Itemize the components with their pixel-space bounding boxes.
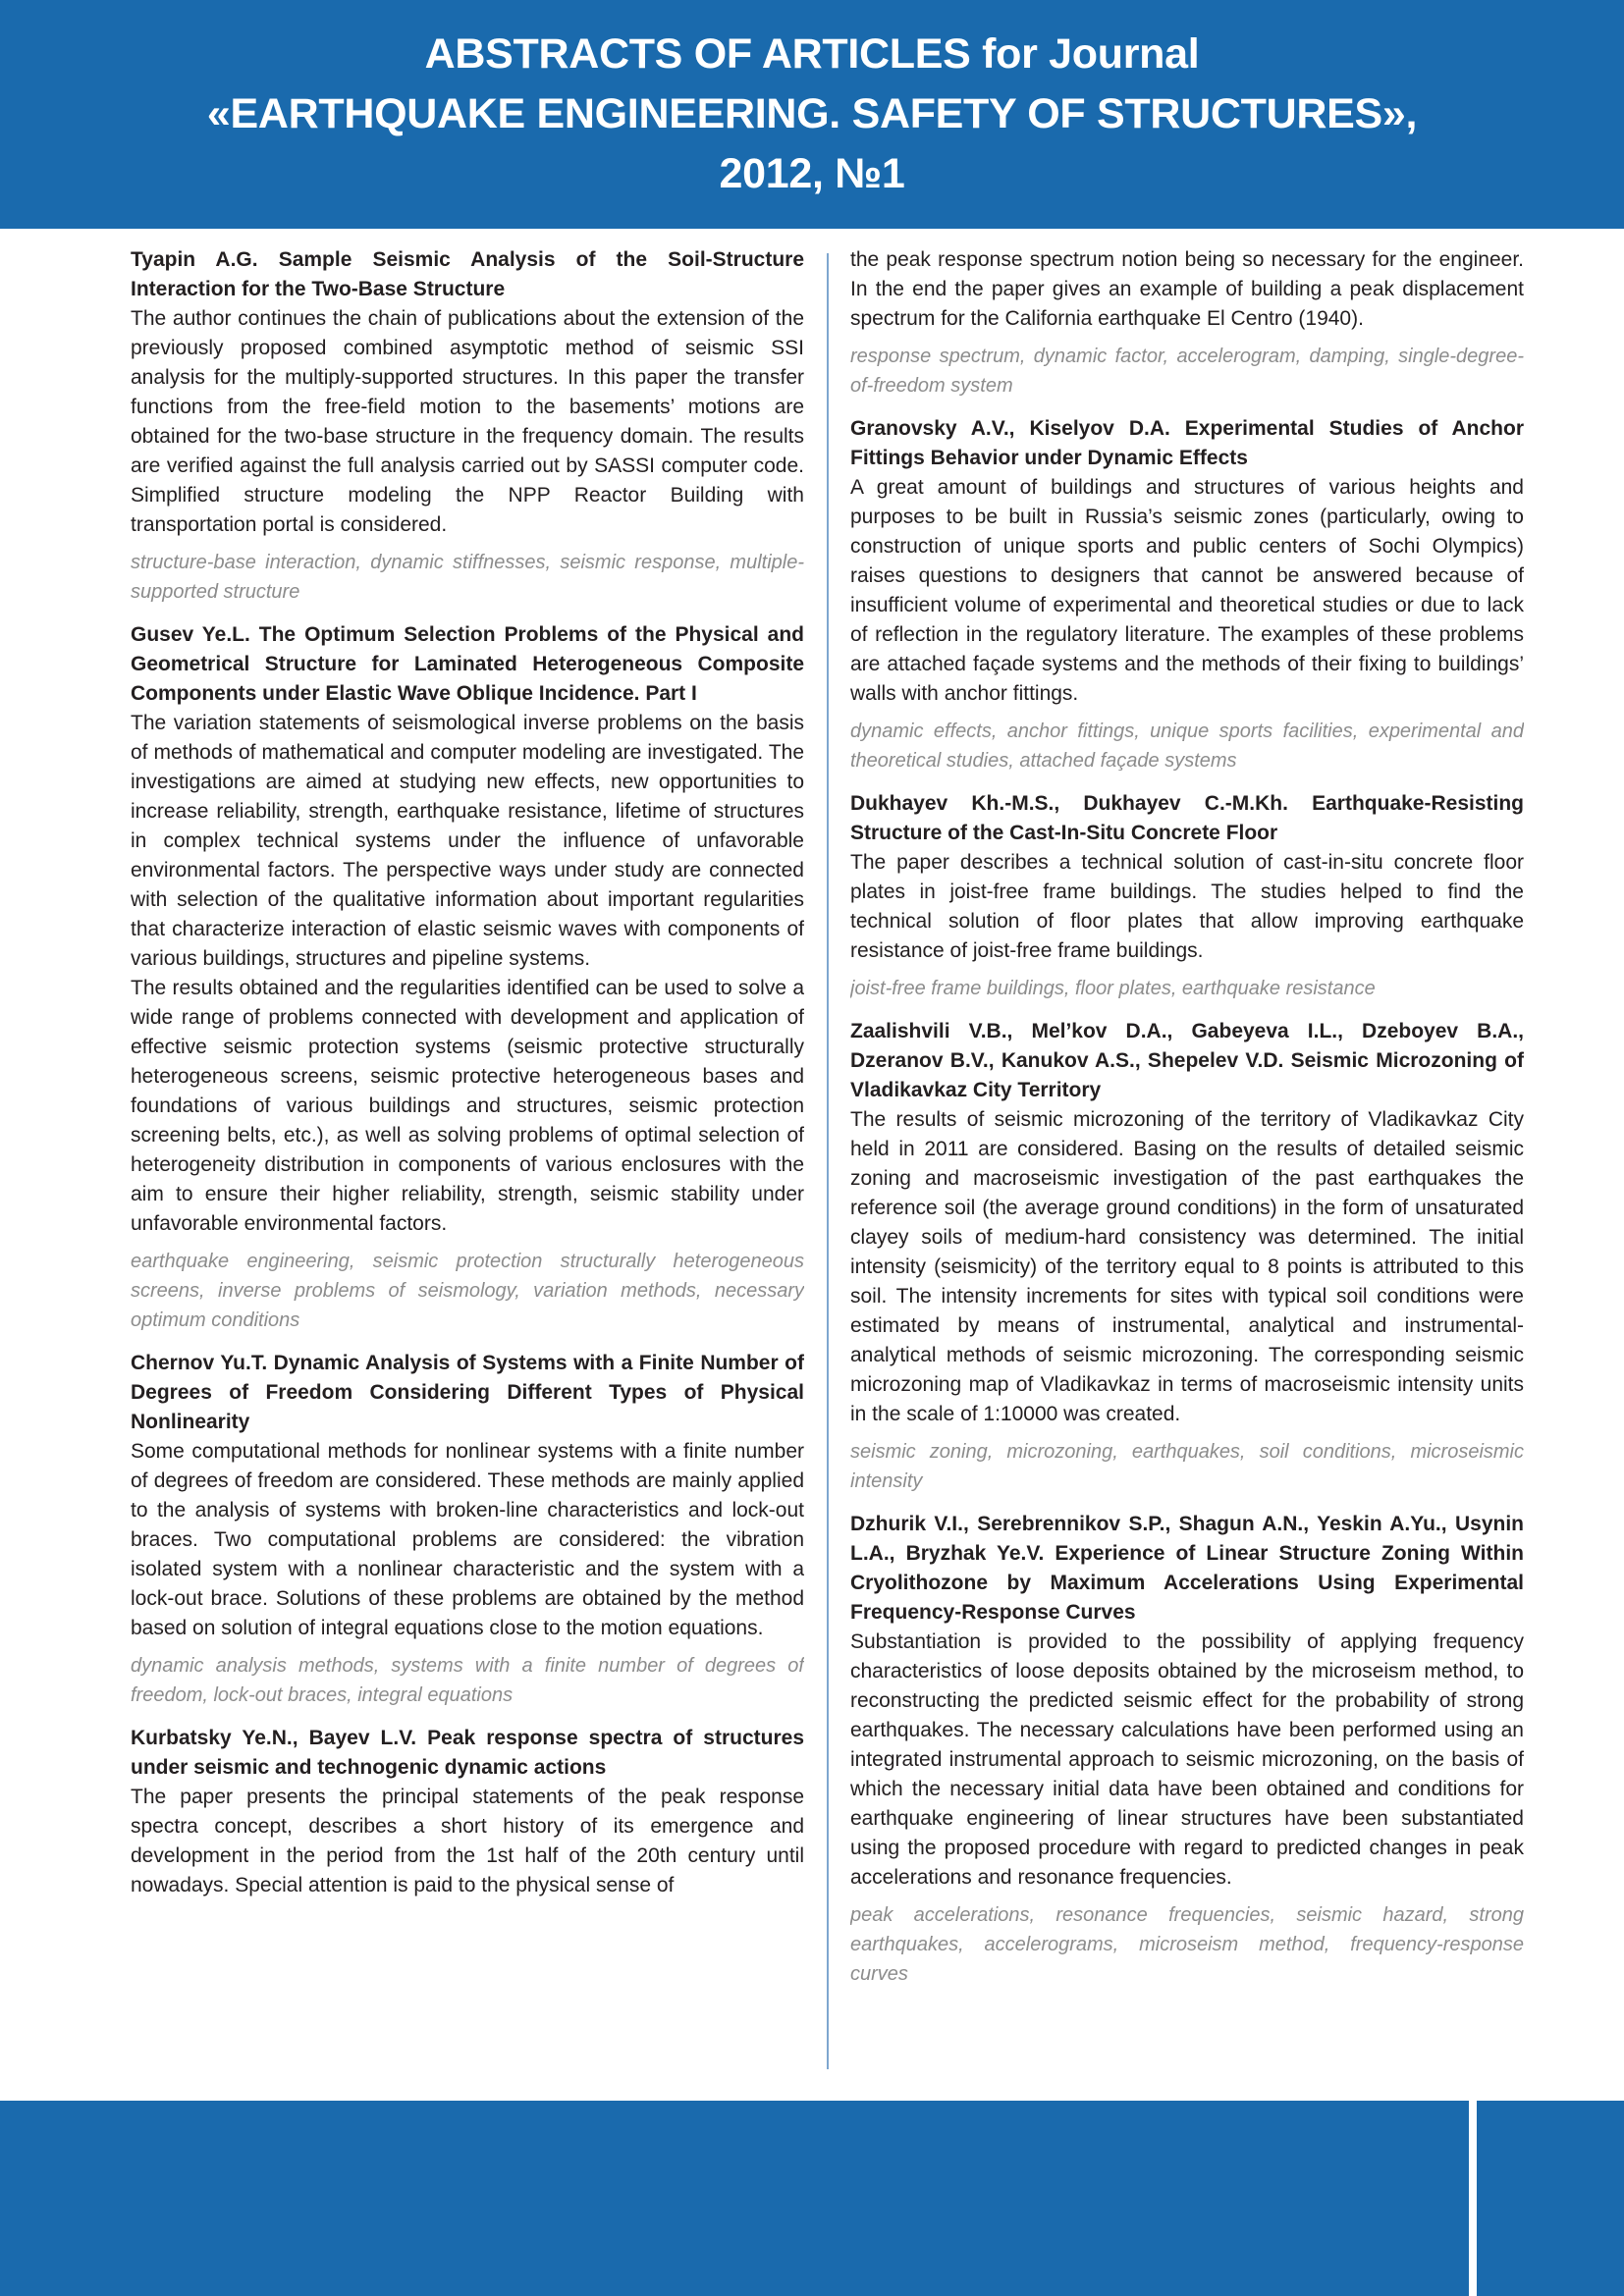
article-keywords: joist-free frame buildings, floor plates, earthquake resistance [850,978,1376,999]
article-title: Zaalishvili V.B., Mel’kov D.A., Gabeyeva I.L., Dzeboyev B.A., Dzeranov B.V., Kanukov A.S., Shepelev V.D. Seismic Microzoning of Vladikavkaz City Territory [850,1020,1524,1101]
article-abstract: The results of seismic microzoning of the territory of Vladikavkaz City held in 2011 are considered. Basing on the results of detailed seismic zoning and macroseismic investigation of the past earthquakes the reference soil (the average ground conditions) in the form of unsaturated clayey soils of medium-hard consistency was determined. The initial intensity (seismicity) of the territory equal to 8 points is attributed to this soil. The intensity increments for sites with typical soil conditions were estimated by means of instrumental, analytical and instrumental-analytical methods of seismic microzoning. The corresponding seismic microzoning map of Vladikavkaz in terms of macroseismic intensity units in the scale of 1:10000 was created. [850,1108,1524,1425]
article-dzhurik [850,1510,1524,1989]
article-keywords: earthquake engineering, seismic protection structurally heterogeneous screens, inverse problems of seismology, variation methods, necessary optimum conditions [131,1251,804,1331]
article-abstract: The paper presents the principal statements of the peak response spectra concept, describes a short history of its emergence and development in the period from the 1st half of the 20th century until nowadays. Special attention is paid to the physical sense of [131,1786,804,1896]
article-keywords: peak accelerations, resonance frequencies, seismic hazard, strong earthquakes, accelerograms, microseism method, frequency-response curves [850,1904,1524,1985]
article-title: Chernov Yu.T. Dynamic Analysis of Systems with a Finite Number of Degrees of Freedom Considering Different Types of Physical Nonlinearity [131,1352,804,1433]
page-header [0,0,1624,229]
article-abstract: The author continues the chain of publications about the extension of the previously proposed combined asymptotic method of seismic SSI analysis for the multiply-supported structures. In this paper the transfer functions from the free-field motion to the basements’ motions are obtained for the two-base structure in the frequency domain. The results are verified against the full analysis carried out by SASSI computer code. Simplified structure modeling the NPP Reactor Building with transportation portal is considered. [131,307,804,536]
footer-divider [1469,2101,1477,2296]
header-title-line-2: «EARTHQUAKE ENGINEERING. SAFETY OF STRUCTURES», [206,90,1418,137]
article-abstract: The paper describes a technical solution of cast-in-situ concrete floor plates in joist-free frame buildings. The studies helped to find the technical solution of floor plates that allow improving earthquake resistance of joist-free frame buildings. [850,851,1524,962]
article-zaalishvili [850,1017,1524,1496]
article-title: Dzhurik V.I., Serebrennikov S.P., Shagun A.N., Yeskin A.Yu., Usynin L.A., Bryzhak Ye.V. Experience of Linear Structure Zoning Within Cryolithozone by Maximum Accelerations Using Experimental Frequency-Response Curves [850,1513,1524,1624]
right-column [850,245,1524,2071]
header-title-line-1: ABSTRACTS OF ARTICLES for Journal [424,30,1200,78]
article-gusev [131,620,804,1335]
article-columns [131,245,1525,2071]
article-keywords: dynamic analysis methods, systems with a finite number of degrees of freedom, lock-out braces, integral equations [131,1655,804,1706]
page-footer-band [0,2101,1624,2296]
article-keywords: response spectrum, dynamic factor, accelerogram, damping, single-degree-of-freedom system [850,346,1524,397]
article-abstract: A great amount of buildings and structures of various heights and purposes to be built in Russia’s seismic zones (particularly, owing to construction of unique sports and public centers of Sochi Olympics) raises questions to designers that cannot be answered because of insufficient volume of experimental and theoretical studies or due to lack of reflection in the regulatory literature. The examples of these problems are attached façade systems and the methods of their fixing to buildings’ walls with anchor fittings. [850,476,1524,705]
article-title: Granovsky A.V., Kiselyov D.A. Experimental Studies of Anchor Fittings Behavior under Dynamic Effects [850,417,1524,469]
article-title: Dukhayev Kh.-M.S., Dukhayev C.-M.Kh. Earthquake-Resisting Structure of the Cast-In-Situ Concrete Floor [850,792,1524,844]
article-title: Gusev Ye.L. The Optimum Selection Problems of the Physical and Geometrical Structure for Laminated Heterogeneous Composite Components under Elastic Wave Oblique Incidence. Part I [131,623,804,705]
article-chernov [131,1349,804,1710]
article-keywords: seismic zoning, microzoning, earthquakes, soil conditions, microseismic intensity [850,1441,1524,1492]
article-abstract: The variation statements of seismological inverse problems on the basis of methods of mathematical and computer modeling are investigated. The investigations are aimed at studying new effects, new opportunities to increase reliability, strength, earthquake resistance, lifetime of structures in complex technical systems under the influence of unfavorable environmental factors. The perspective ways under study are connected with selection of the qualitative information about important regularities that characterize interaction of elastic seismic waves with components of various buildings, structures and pipeline systems. [131,712,804,970]
article-tyapin [131,245,804,607]
article-dukhayev [850,789,1524,1003]
article-abstract: Some computational methods for nonlinear systems with a finite number of degrees of freedom are considered. These methods are mainly applied to the analysis of systems with broken-line characteristics and lock-out braces. Two computational problems are considered: the vibration isolated system with a nonlinear characteristic and the system with a lock-out brace. Solutions of these problems are obtained by the method based on solution of integral equations close to the motion equations. [131,1440,804,1639]
article-title: Kurbatsky Ye.N., Bayev L.V. Peak response spectra of structures under seismic and technogenic dynamic actions [131,1727,804,1779]
article-abstract-paragraph-2: The results obtained and the regularities identified can be used to solve a wide range of problems connected with development and application of effective seismic protection systems (seismic protective structurally heterogeneous screens, seismic protective heterogeneous bases and foundations of various buildings and structures, seismic protection screening belts, etc.), as well as solving problems of optimal selection of heterogeneity distribution in components of various enclosures with the aim to ensure their higher reliability, strength, seismic stability under unfavorable environmental factors. [131,977,804,1235]
header-title-line-3: 2012, №1 [719,150,905,197]
article-abstract-continued: the peak response spectrum notion being so necessary for the engineer. In the end the paper gives an example of building a peak displacement spectrum for the California earthquake El Centro (1940). [850,248,1524,330]
article-granovsky [850,414,1524,775]
column-divider [827,253,829,2069]
article-kurbatsky [131,1724,804,1900]
article-keywords: structure-base interaction, dynamic stiffnesses, seismic response, multiple-supported structure [131,552,804,603]
article-kurbatsky-continued [850,245,1524,400]
article-abstract: Substantiation is provided to the possibility of applying frequency characteristics of loose deposits obtained by the microseism method, to reconstructing the predicted seismic effect for the probability of strong earthquakes. The necessary calculations have been performed using an integrated instrumental approach to seismic microzoning, on the basis of which the necessary initial data have been obtained and conditions for earthquake engineering of linear structures have been substantiated using the proposed procedure with regard to predicted changes in peak accelerations and resonance frequencies. [850,1630,1524,1889]
article-title: Tyapin A.G. Sample Seismic Analysis of the Soil-Structure Interaction for the Two-Base Structure [131,248,804,300]
left-column [131,245,804,2071]
article-keywords: dynamic effects, anchor fittings, unique sports facilities, experimental and theoretical studies, attached façade systems [850,721,1524,772]
